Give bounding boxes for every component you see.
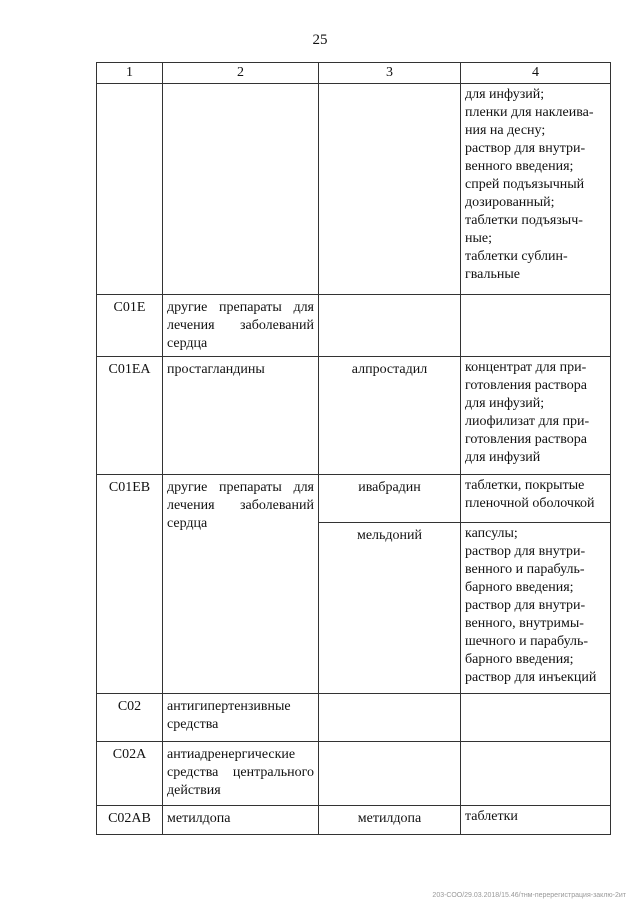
inn-cell [319,694,461,742]
document-footer: 203-СОО/29.03.2018/15.46/тнм-перерегистрация-заклю-2ит [432,892,626,899]
atc-code-cell [97,84,163,295]
dosage-form-cell [461,295,611,357]
atc-code-cell: C02AB [97,806,163,835]
group-cell: простагландины [163,357,319,475]
header-cell: 3 [319,63,461,84]
dosage-form-cell [461,694,611,742]
table-row [97,84,611,295]
table-header-row [97,63,611,84]
atc-code-cell: C02A [97,742,163,806]
inn-cell [319,84,461,295]
inn-cell: метилдопа [319,806,461,835]
group-cell: антигипертензивные средства [163,694,319,742]
inn-cell: алпростадил [319,357,461,475]
drug-table [96,62,611,835]
group-cell: метилдопа [163,806,319,835]
dosage-form-cell: для инфузий; пленки для наклеива- ния на десну; раствор для внутри- венного введения; спрей подъязычный дозированный; таблетки подъязыч- ные; таблетки сублин- гвальные [461,84,611,295]
dosage-form-cell [461,742,611,806]
group-cell [163,84,319,295]
atc-code-cell: C01EA [97,357,163,475]
inn-cell: мельдоний [319,523,461,694]
table-row [97,295,611,357]
header-cell: 2 [163,63,319,84]
atc-code-cell: C01EB [97,475,163,694]
dosage-form-cell: капсулы; раствор для внутри- венного и парабуль- барного введения; раствор для внутри- венного, внутримы- шечного и парабуль- барного введения; раствор для инъекций [461,523,611,694]
group-cell: другие препараты для лечения заболеваний сердца [163,295,319,357]
inn-cell [319,295,461,357]
group-cell: антиадренергические средства центрального действия [163,742,319,806]
atc-code-cell: C02 [97,694,163,742]
dosage-form-cell: концентрат для при- готовления раствора для инфузий; лиофилизат для при- готовления раствора для инфузий [461,357,611,475]
table-row [97,806,611,835]
page-number: 25 [312,32,328,48]
table-row [97,694,611,742]
header-cell: 4 [461,63,611,84]
table-row [97,475,611,523]
inn-cell: ивабрадин [319,475,461,523]
table-row [97,357,611,475]
dosage-form-cell: таблетки [461,806,611,835]
inn-cell [319,742,461,806]
group-cell: другие препараты для лечения заболеваний сердца [163,475,319,694]
atc-code-cell: C01E [97,295,163,357]
dosage-form-cell: таблетки, покрытые пленочной оболочкой [461,475,611,523]
table-row [97,742,611,806]
header-cell: 1 [97,63,163,84]
